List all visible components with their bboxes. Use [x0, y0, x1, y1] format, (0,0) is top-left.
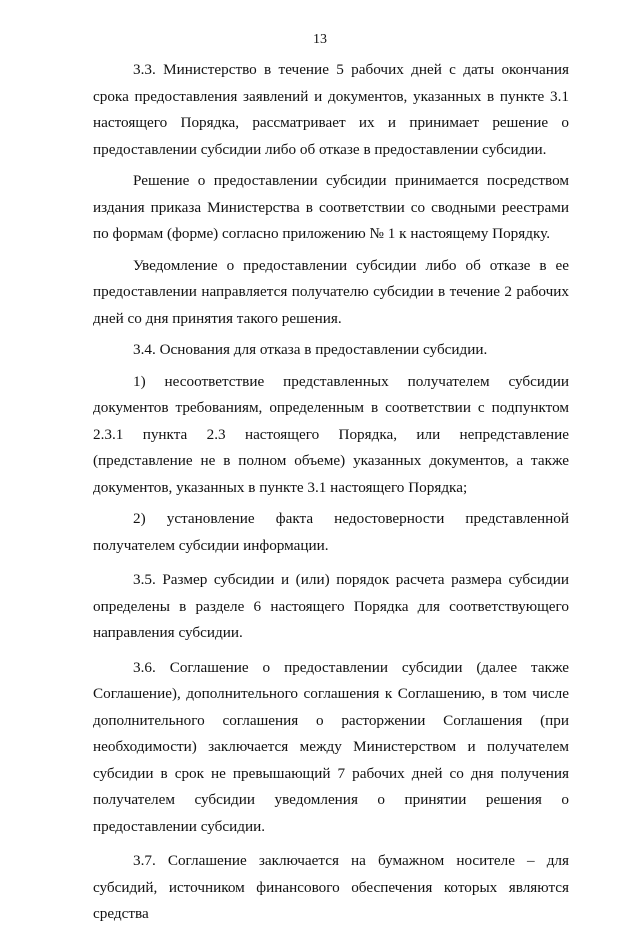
paragraph-decision: Решение о предоставлении субсидии принимается посредством издания приказа Министерства в соответствии со сводными реестрами по формам (форме) согласно приложению № 1 к настоящему Порядку.: [93, 172, 569, 242]
list-item-1: 1) несоответствие представленных получателем субсидии документов требованиям, определенным в соответствии с подпунктом 2.3.1 пункта 2.3 настоящего Порядка, или непредставление (представление не в полном объеме) указанных документов, а также документов, указанных в пункте 3.1 настоящего Порядка;: [93, 372, 569, 496]
paragraph-3-6: 3.6. Соглашение о предоставлении субсидии (далее также Соглашение), дополнительного соглашения к Соглашению, в том числе дополнительного соглашения о расторжении Соглашения (при необходимости) заключается между Министерством и получателем субсидии в срок не превышающий 7 рабочих дней со дня получения получателем субсидии уведомления о принятии решения о предоставлении субсидии.: [93, 658, 569, 835]
list-item-2: 2) установление факта недостоверности представленной получателем субсидии информации.: [93, 510, 569, 554]
paragraph-3-5: 3.5. Размер субсидии и (или) порядок расчета размера субсидии определены в разделе 6 настоящего Порядка для соответствующего направления субсидии.: [93, 571, 569, 641]
document-body: [93, 57, 569, 928]
paragraph-notification: Уведомление о предоставлении субсидии либо об отказе в ее предоставлении направляется получателю субсидии в течение 2 рабочих дней со дня принятия такого решения.: [93, 256, 569, 327]
page-number: 13: [313, 32, 327, 47]
paragraph-3-3: 3.3. Министерство в течение 5 рабочих дней с даты окончания срока предоставления заявлений и документов, указанных в пункте 3.1 настоящего Порядка, рассматривает их и принимает решение о предоставлении субсидии либо об отказе в предоставлении субсидии.: [93, 61, 569, 158]
paragraph-3-7: 3.7. Соглашение заключается на бумажном носителе – для субсидий, источником финансового обеспечения которых являются средства: [93, 852, 569, 922]
paragraph-3-4: 3.4. Основания для отказа в предоставлении субсидии.: [133, 341, 488, 358]
